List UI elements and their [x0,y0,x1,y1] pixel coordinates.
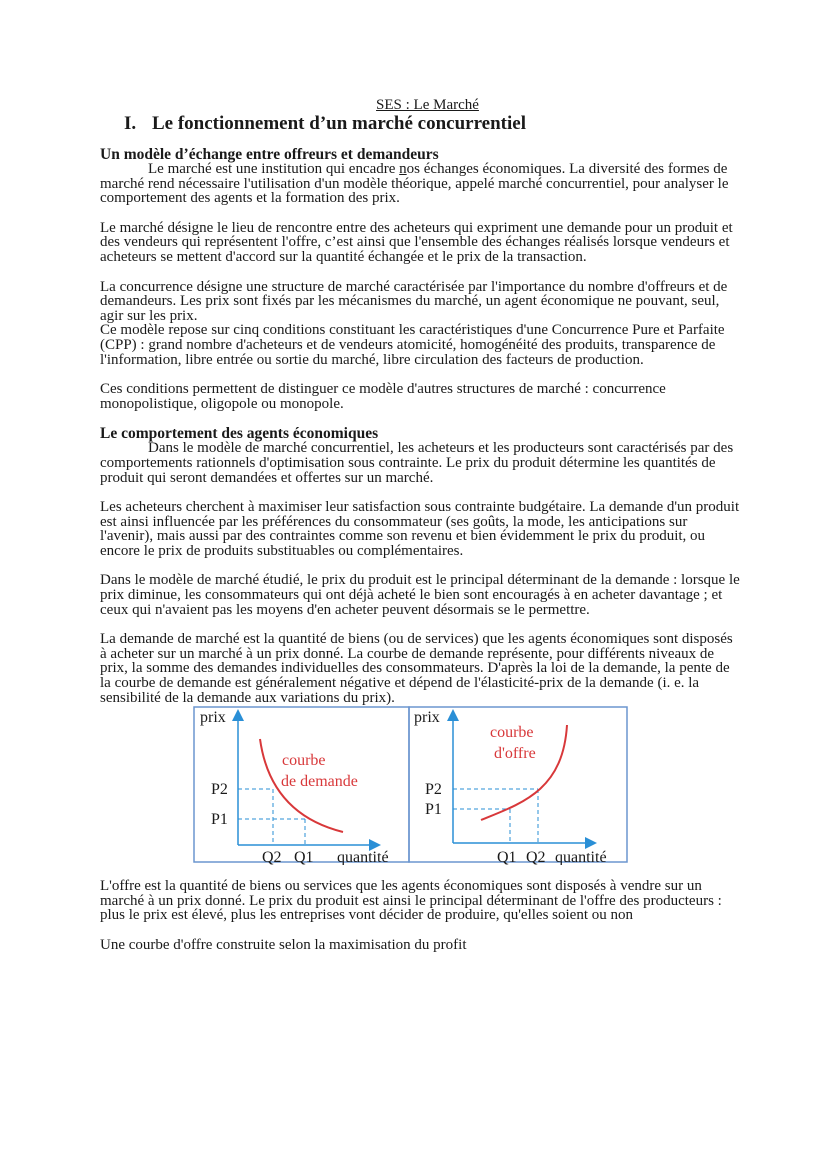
paragraph-supply-definition: L'offre est la quantité de biens ou services que les agents économiques sont disposés à vendre sur un marché à un prix donné. Le prix du produit est ainsi le principal déterminant de l'offre des producteurs : plus le prix est élevé, plus les entreprises vont décider de produire, qu'elles soient ou non [100,878,722,924]
paragraph-rational-behaviour: Dans le modèle de marché concurrentiel, les acheteurs et les producteurs sont caractérisés par des comportements rationnels d'optimisation sous contrainte. Le prix du produit détermine les quantités de produit qui seront demandées et offertes sur un marché. [100,440,734,486]
paragraph-competition: La concurrence désigne une structure de marché caractérisée par l'importance du nombre d'offreurs et de demandeurs. Les prix sont fixés par les mécanismes du marché, un agent économique ne pouvant, seul, agir sur les prix. [100,278,728,324]
underlined-letter: n [399,161,407,177]
demand-quantity-label-q2: Q2 [262,849,282,866]
document-page [100,98,740,968]
paragraph-price-determinant: Dans le modèle de marché étudié, le prix du produit est le principal déterminant de la demande : lorsque le prix diminue, les consommateurs qui ont déjà acheté le bien sont encouragés à en acheter davantage ; et ceux qui n'avaient pas les moyens d'en acheter peuvent désormais se le permettre. [100,572,740,618]
supply-curve-label-line2: d'offre [494,745,536,763]
section-title-text: Le fonctionnement d’un marché concurrentiel [152,113,526,134]
demand-price-label-p1: P1 [211,811,228,829]
demand-price-label-p2: P2 [211,781,228,799]
demand-supply-figure [193,705,633,865]
text-run: os échanges économiques. La diversité des formes de marché rend nécessaire l'utilisation d'un modèle théorique, appelé marché concurrentiel, pour analyser le comportement des agents et la formation des prix. [100,161,729,207]
demand-curve-label-line2: de demande [281,773,358,791]
demand-quantity-label-q1: Q1 [294,849,314,866]
paragraph-market-demand: La demande de marché est la quantité de biens (ou de services) que les agents économiques sont disposés à acheter sur un marché à un prix donné. La courbe de demande représente, pour différents niveaux de prix, la somme des demandes individuelles des consommateurs. D'après la loi de la demande, la pente de la courbe de demande est généralement négative et dépend de l'élasticité-prix de la demande (i. e. la sensibilité de la demande aux variations du prix). [100,631,733,706]
demand-y-axis-label: prix [200,709,226,727]
text-run: Le marché est une institution qui encadre [148,161,400,177]
paragraph-market-structures: Ces conditions permettent de distinguer ce modèle d'autres structures de marché : concurrence monopolistique, oligopole ou monopole. [100,381,666,412]
supply-y-axis-label: prix [414,709,440,727]
demand-curve-label-line1: courbe [282,752,326,770]
section-number: I. [124,113,137,134]
supply-curve-label-line1: courbe [490,724,534,742]
paragraph-market-definition: Le marché désigne le lieu de rencontre entre des acheteurs qui expriment une demande pour un produit et des vendeurs qui représentent l'offre, c’est ainsi que l'ensemble des échanges réalisés lorsque vendeurs et acheteurs se mettent d'accord sur la quantité échangée et le prix de la transaction. [100,219,733,265]
paragraph-cpp-conditions: Ce modèle repose sur cinq conditions constituant les caractéristiques d'une Concurrence Pure et Parfaite (CPP) : grand nombre d'acheteurs et de vendeurs atomicité, homogénéité des produits, transparence de l'information, libre entrée ou sortie du marché, libre circulation des facteurs de production. [100,322,725,368]
section-title [124,113,740,135]
supply-x-axis-label: quantité [555,849,607,866]
supply-price-label-p2: P2 [425,781,442,799]
paragraph-supply-curve: Une courbe d'offre construite selon la maximisation du profit [100,937,467,953]
demand-x-axis-label: quantité [337,849,389,866]
paragraph-market-institution [100,162,740,206]
supply-price-label-p1: P1 [425,801,442,819]
subheading-agents: Le comportement des agents économiques [100,425,379,443]
paragraph-buyers: Les acheteurs cherchent à maximiser leur satisfaction sous contrainte budgétaire. La demande d'un produit est ainsi influencée par les préférences du consommateur (ses goûts, la mode, les anticipations sur l'avenir), mais aussi par des contraintes comme son revenu et bien évidemment le prix du produit, ou encore le prix de produits substituables ou complémentaires. [100,499,740,559]
supply-quantity-label-q2: Q2 [526,849,546,866]
supply-quantity-label-q1: Q1 [497,849,517,866]
subheading-model: Un modèle d’échange entre offreurs et demandeurs [100,146,439,163]
document-header: SES : Le Marché [376,97,479,113]
figure-svg [193,705,633,865]
